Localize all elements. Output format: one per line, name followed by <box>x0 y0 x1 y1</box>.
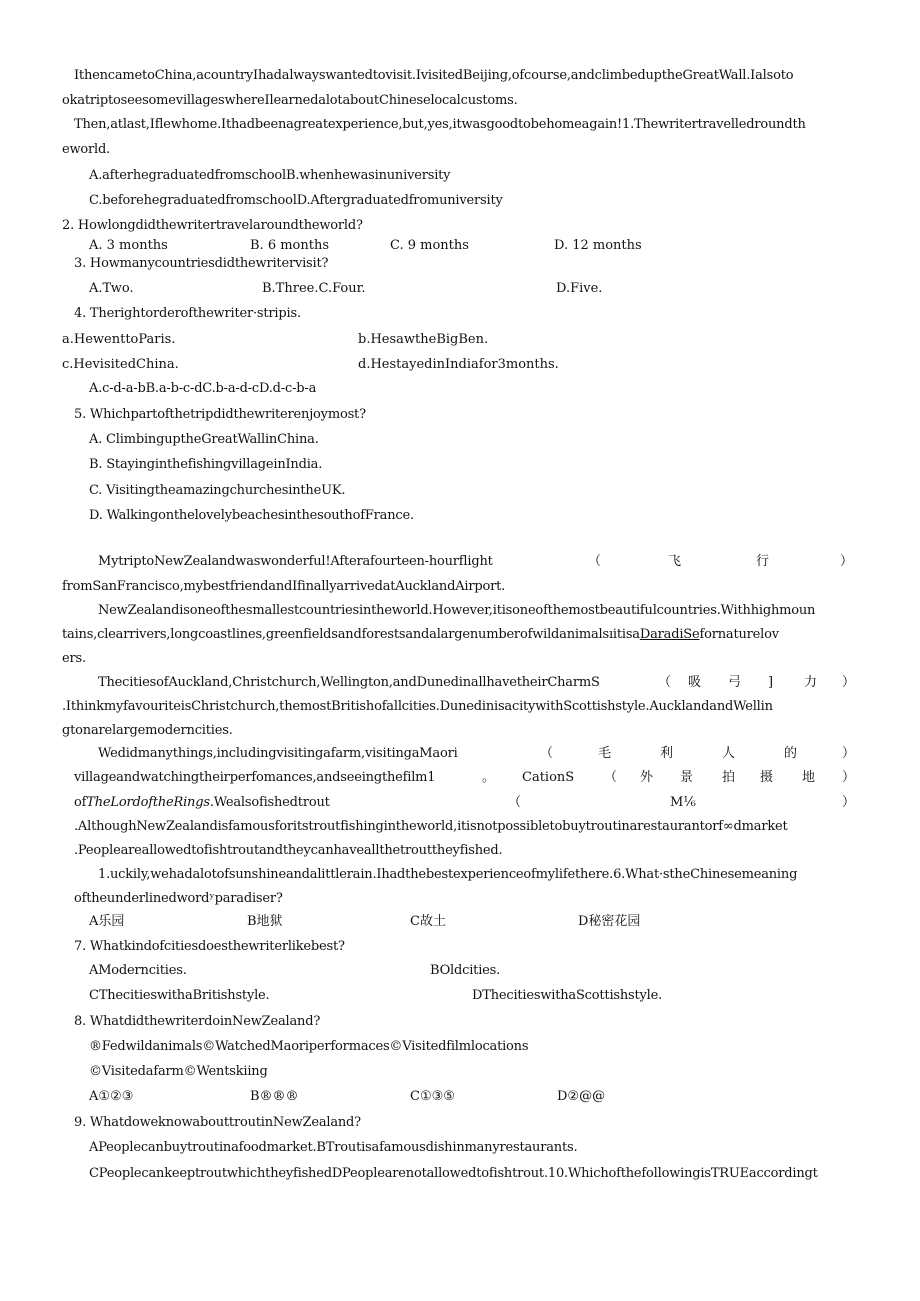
q4-event-d: d.HestayedinIndiafor3months. <box>358 357 559 372</box>
q4-event-c: c.HevisitedChina. <box>62 357 179 372</box>
passage1-line: IthencametoChina,acountryIhadalwayswantedtovisit.IvisitedBeijing,ofcourse,andclimbeduptheGreatWall.Ialsoto <box>74 68 794 83</box>
q9-stem: 9. WhatdoweknowabouttroutinNewZealand? <box>74 1115 361 1130</box>
passage2-line: ers. <box>62 651 86 666</box>
passage2-line: NewZealandisoneofthesmallestcountriesintheworld.However,itisoneofthemostbeautifulcountries.Withhighmoun <box>98 603 816 618</box>
gloss-char: 力 <box>804 675 818 690</box>
gloss-char: 景 <box>680 770 694 785</box>
gloss-char: ） <box>842 746 856 761</box>
q6-option-d: D秘密花园 <box>578 914 641 929</box>
q6-option-b: B地狱 <box>247 914 283 929</box>
q8-option-b: B®®® <box>250 1089 299 1104</box>
q2-stem: 2. Howlongdidthewritertravelaroundtheworld? <box>62 218 363 233</box>
gloss-char: 拍 <box>722 770 736 785</box>
q3-stem: 3. Howmanycountriesdidthewritervisit? <box>74 256 329 271</box>
q2-option-a: A. 3 months <box>89 238 168 253</box>
q8-stem: 8. WhatdidthewriterdoinNewZealand? <box>74 1014 321 1029</box>
q7-stem: 7. Whatkindofcitiesdoesthewriterlikebest? <box>74 939 345 954</box>
q3-option-a: A.Two. <box>89 281 134 296</box>
gloss-char: 。 <box>482 770 496 785</box>
passage2-text: CationS <box>522 770 575 785</box>
passage2-line: ThecitiesofAuckland,Christchurch,Wellington,andDunedinallhavetheirCharmS <box>98 675 600 690</box>
q2-option-b: B. 6 months <box>250 238 330 253</box>
q2-option-d: D. 12 months <box>554 238 642 253</box>
gloss-char: （ <box>604 770 618 785</box>
gloss-char: 吸 <box>688 675 702 690</box>
q4-options: A.c-d-a-bB.a-b-c-dC.b-a-d-cD.d-c-b-a <box>89 381 317 396</box>
passage2-text: fornaturelov <box>699 627 779 642</box>
q6-option-a: A乐园 <box>89 914 125 929</box>
passage2-text: tains,clearrivers,longcoastlines,greenfieldsandforestsandalargenumberofwildanimalsıitisa <box>62 627 640 642</box>
q6-option-c: C故土 <box>410 914 446 929</box>
passage2-line: 1.uckily,wehadalotofsunshineandalittlerain.Ihadthebestexperienceofmylifethere.6.What·stheChinesemeaning <box>98 867 798 882</box>
q8-option-c: C①③⑤ <box>410 1089 455 1104</box>
passage1-line: Then,atlast,Iflewhome.Ithadbeenagreatexperience,but,yes,itwasgoodtobehomeagain!1.Thewritertravelledroundth <box>74 117 806 132</box>
passage2-line <box>62 627 779 643</box>
passage2-line: .AlthoughNewZealandisfamousforitstroutfishingintheworld,itisnotpossibletobuytroutinarestaurantorf∞dmarket <box>74 819 788 834</box>
gloss-char: ） <box>840 554 854 569</box>
q9-options-ab: APeoplecanbuytroutinafoodmarket.BTroutisafamousdishinmanyrestaurants. <box>89 1140 578 1155</box>
gloss-char: 摄 <box>760 770 774 785</box>
gloss-char: 弓 <box>728 675 742 690</box>
gloss-char: （ <box>658 675 672 690</box>
gloss-char: （ <box>588 554 602 569</box>
q7-option-b: BOldcities. <box>430 963 501 978</box>
gloss-char: 利 <box>660 746 674 761</box>
gloss-char: 地 <box>802 770 816 785</box>
gloss-char: 的 <box>784 746 798 761</box>
passage2-line <box>74 795 330 811</box>
q5-option-d: D. WalkingonthelovelybeachesinthesouthofFrance. <box>89 508 414 523</box>
passage2-line: .Peopleareallowedtofishtroutandtheycanhaveallthetrouttheyfished. <box>74 843 503 858</box>
gloss-char: （ <box>508 795 522 810</box>
q5-option-a: A. ClimbinguptheGreatWallinChina. <box>89 432 319 447</box>
passage2-text: .Wealsofishedtrout <box>209 795 330 810</box>
q7-option-c: CThecitieswithaBritishstyle. <box>89 988 270 1003</box>
passage2-line: .IthinkmyfavouriteisChristchurch,themostBritishofallcities.DunedinisacitywithScottishstyle.AucklandandWellin <box>62 699 773 714</box>
q9-options-cd: CPeoplecankeeptroutwhichtheyfishedDPeoplearenotallowedtofishtrout.10.WhichofthefollowingisTRUEaccordingt <box>89 1166 818 1181</box>
q1-options-ab: A.afterhegraduatedfromschoolB.whenhewasinuniversity <box>89 168 451 183</box>
underlined-word: DaradiSe <box>639 627 700 642</box>
q4-event-b: b.HesawtheBigBen. <box>358 332 489 347</box>
passage2-text: of <box>74 795 87 810</box>
passage2-line: Wedidmanythings,includingvisitingafarm,visitingaMaori <box>98 746 458 761</box>
gloss-char: （ <box>540 746 554 761</box>
q5-stem: 5. Whichpartofthetripdidthewriterenjoymost? <box>74 407 366 422</box>
q8-items: ®Fedwildanimals©WatchedMaoriperformaces©Visitedfilmlocations <box>89 1039 529 1054</box>
gloss-char: M⅙ <box>670 795 696 810</box>
q3-option-bc: B.Three.C.Four. <box>262 281 366 296</box>
q7-option-d: DThecitieswithaScottishstyle. <box>472 988 663 1003</box>
passage1-line: okatriptoseesomevillageswhereIlearnedalotaboutChineselocalcustoms. <box>62 93 518 108</box>
gloss-char: 飞 <box>668 554 682 569</box>
q8-items: ©Visitedafarm©Wentskiing <box>89 1064 268 1079</box>
film-title: TheLordoftheRings <box>86 795 210 810</box>
gloss-char: 行 <box>756 554 770 569</box>
passage2-line: fromSanFrancisco,mybestfriendandIfinallyarrivedatAucklandAirport. <box>62 579 506 594</box>
q7-option-a: AModerncities. <box>89 963 187 978</box>
passage2-line: MytriptoNewZealandwaswonderful!Afterafourteen-hourflight <box>98 554 493 569</box>
gloss-char: ） <box>842 675 856 690</box>
q1-options-cd: C.beforehegraduatedfromschoolD.Aftergraduatedfromuniversity <box>89 193 503 208</box>
q5-option-b: B. StayinginthefishingvillageinIndia. <box>89 457 323 472</box>
q8-option-a: A①②③ <box>89 1089 134 1104</box>
gloss-char: 毛 <box>598 746 612 761</box>
q6-stem: oftheunderlinedwordʸparadiser? <box>74 891 283 906</box>
passage2-line: gtonarelargemoderncities. <box>62 723 233 738</box>
q4-stem: 4. Therightorderofthewriter·stripis. <box>74 306 301 321</box>
q4-event-a: a.HewenttoParis. <box>62 332 176 347</box>
gloss-char: ） <box>842 795 856 810</box>
gloss-char: ） <box>842 770 856 785</box>
gloss-char: ] <box>768 675 774 690</box>
q3-option-d: D.Five. <box>556 281 603 296</box>
gloss-char: 人 <box>722 746 736 761</box>
q2-option-c: C. 9 months <box>390 238 469 253</box>
passage2-line: villageandwatchingtheirperfomances,andseeingthefilm1 <box>74 770 436 785</box>
q8-option-d: D②@@ <box>557 1089 606 1104</box>
gloss-char: 外 <box>640 770 654 785</box>
q5-option-c: C. VisitingtheamazingchurchesintheUK. <box>89 483 346 498</box>
passage1-line: eworld. <box>62 142 111 157</box>
